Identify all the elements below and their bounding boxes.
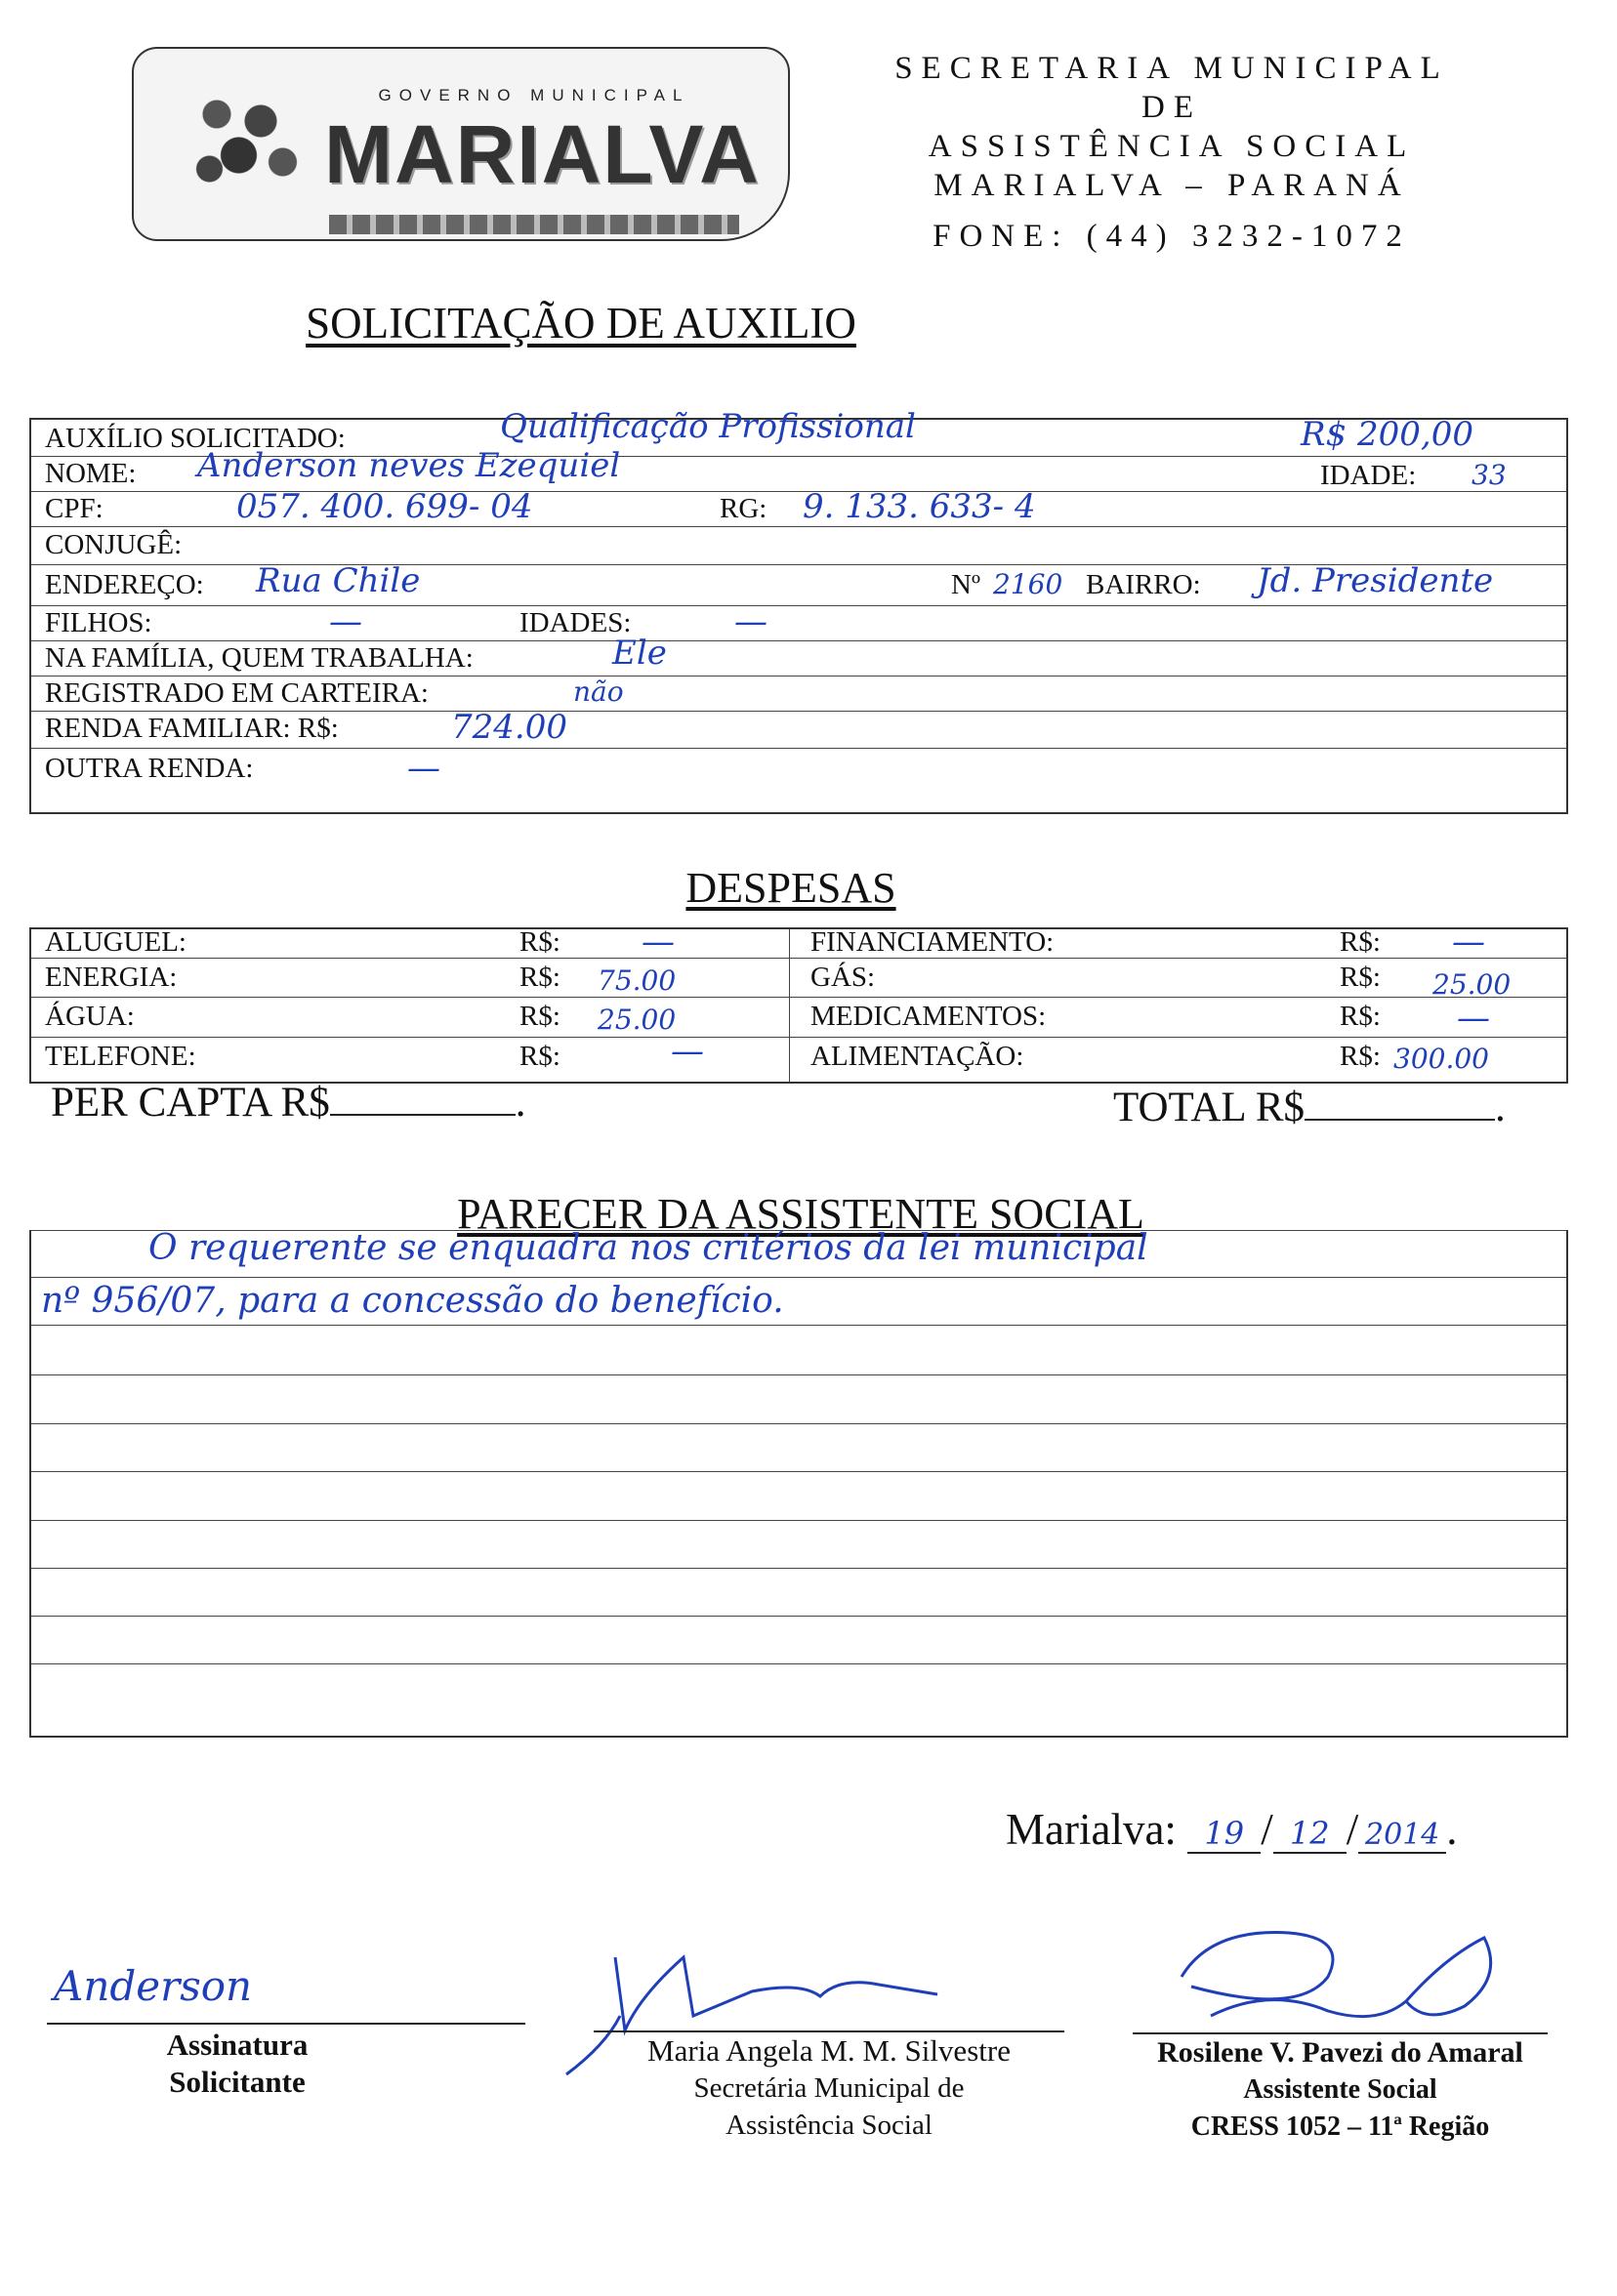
row-divider xyxy=(31,748,1566,749)
agua-label: ÁGUA: xyxy=(45,1001,135,1032)
applicant-sig-line-2: Solicitante xyxy=(169,2065,306,2099)
total-label: TOTAL R$ xyxy=(1113,1085,1306,1130)
bairro-value: Jd. Presidente xyxy=(1257,561,1494,600)
logo-gov-text: GOVERNO MUNICIPAL xyxy=(378,86,690,104)
parecer-line xyxy=(31,1423,1566,1424)
per-capta-label: PER CAPTA R$ xyxy=(51,1080,330,1126)
cpf-value: 057. 400. 699- 04 xyxy=(236,487,533,526)
energia-value: 75.00 xyxy=(598,964,677,997)
parecer-title: PARECER DA ASSISTENTE SOCIAL xyxy=(457,1190,1144,1238)
agua-value: 25.00 xyxy=(598,1004,677,1036)
expenses-table xyxy=(29,922,1568,1084)
currency-label: R$: xyxy=(519,962,560,993)
carteira-label: REGISTRADO EM CARTEIRA: xyxy=(45,677,429,709)
secretary-dept: Assistência Social xyxy=(726,2110,933,2141)
despesas-title: DESPESAS xyxy=(685,864,896,912)
total: TOTAL R$ . xyxy=(1113,1085,1506,1130)
carteira-value: não xyxy=(573,676,624,708)
renda-label: RENDA FAMILIAR: R$: xyxy=(45,713,339,744)
secretary-signature-block xyxy=(594,2032,1064,2144)
financiamento-label: FINANCIAMENTO: xyxy=(810,926,1055,958)
secretary-name: Maria Angela M. M. Silvestre xyxy=(647,2033,1011,2068)
filhos-label: FILHOS: xyxy=(45,607,152,638)
endereco-label: ENDEREÇO: xyxy=(45,569,204,600)
date-day: 19 xyxy=(1187,1815,1261,1854)
filhos-value: — xyxy=(329,602,362,641)
cpf-label: CPF: xyxy=(45,493,104,524)
municipal-logo xyxy=(132,47,790,241)
applicant-sig-line-1: Assinatura xyxy=(166,2028,309,2062)
trabalha-value: Ele xyxy=(612,634,667,673)
nome-label: NOME: xyxy=(45,458,137,489)
idade-label: IDADE: xyxy=(1320,460,1417,491)
currency-label: R$: xyxy=(519,1001,560,1032)
outra-renda-label: OUTRA RENDA: xyxy=(45,753,254,784)
expense-row-divider xyxy=(31,1037,1566,1038)
parecer-line xyxy=(31,1520,1566,1521)
grapes-icon xyxy=(173,73,319,210)
logo-band xyxy=(329,215,739,234)
trabalha-label: NA FAMÍLIA, QUEM TRABALHA: xyxy=(45,642,474,674)
parecer-line xyxy=(31,1325,1566,1326)
currency-label: R$: xyxy=(1340,926,1381,958)
auxilio-amount: R$ 200,00 xyxy=(1301,415,1474,454)
currency-label: R$: xyxy=(519,1041,560,1072)
social-worker-cress: CRESS 1052 – 11ª Região xyxy=(1190,2112,1490,2142)
numero-label: Nº xyxy=(951,569,980,600)
secretary-title: Secretária Municipal de xyxy=(693,2072,965,2104)
conjuge-label: CONJUGÊ: xyxy=(45,529,183,560)
alimentacao-label: ALIMENTAÇÃO: xyxy=(810,1041,1024,1072)
endereco-value: Rua Chile xyxy=(256,561,421,600)
idades-value: — xyxy=(734,602,767,641)
parecer-line xyxy=(31,1471,1566,1472)
parecer-line xyxy=(31,1663,1566,1664)
date: Marialva: 19 / 12 / 2014 . xyxy=(1006,1805,1458,1854)
currency-label: R$: xyxy=(1340,962,1381,993)
per-capta-value xyxy=(330,1079,516,1116)
renda-value: 724.00 xyxy=(451,708,567,747)
parecer-line xyxy=(31,1616,1566,1617)
idades-label: IDADES: xyxy=(519,607,632,638)
header-line-3: ASSISTÊNCIA SOCIAL xyxy=(928,129,1416,164)
applicant-signature-block xyxy=(47,2027,428,2101)
outra-renda-value: — xyxy=(407,749,440,788)
header-line-5: FONE: (44) 3232-1072 xyxy=(933,219,1411,254)
nome-value: Anderson neves Ezequiel xyxy=(197,446,621,485)
alimentacao-value: 300.00 xyxy=(1393,1043,1489,1075)
date-year: 2014 xyxy=(1358,1818,1446,1854)
parecer-box xyxy=(29,1230,1568,1738)
header-line-4: MARIALVA – PARANÁ xyxy=(933,168,1410,203)
rg-label: RG: xyxy=(720,493,767,524)
row-divider xyxy=(31,605,1566,606)
gas-label: GÁS: xyxy=(810,962,876,993)
telefone-value: — xyxy=(671,1032,704,1071)
per-capta: PER CAPTA R$ . xyxy=(51,1080,526,1126)
total-value xyxy=(1305,1084,1495,1121)
parecer-line xyxy=(31,1277,1566,1278)
social-worker-signature xyxy=(1152,1918,1543,2045)
aluguel-value: — xyxy=(642,922,675,962)
energia-label: ENERGIA: xyxy=(45,962,178,993)
page-title: SOLICITAÇÃO DE AUXILIO xyxy=(306,299,856,348)
rg-value: 9. 133. 633- 4 xyxy=(803,487,1036,526)
applicant-handwritten-signature: Anderson xyxy=(54,1962,253,2010)
expense-row-divider xyxy=(31,958,1566,959)
auxilio-label: AUXÍLIO SOLICITADO: xyxy=(45,423,346,454)
social-worker-signature-block xyxy=(1113,2034,1567,2146)
social-worker-title: Assistente Social xyxy=(1243,2074,1437,2105)
financiamento-value: — xyxy=(1452,922,1485,962)
signature-line xyxy=(47,2023,525,2025)
header-line-2: DE xyxy=(1141,90,1202,125)
aluguel-label: ALUGUEL: xyxy=(45,926,187,958)
gas-value: 25.00 xyxy=(1432,968,1512,1001)
parecer-text-line-1: O requerente se enquadra nos critérios da lei municipal xyxy=(148,1228,1148,1268)
currency-label: R$: xyxy=(1340,1001,1381,1032)
parecer-text-line-2: nº 956/07, para a concessão do benefício. xyxy=(41,1281,784,1321)
logo-name-text: MARIALVA xyxy=(324,108,761,200)
parecer-line xyxy=(31,1568,1566,1569)
numero-value: 2160 xyxy=(993,568,1063,600)
bairro-label: BAIRRO: xyxy=(1086,569,1201,600)
request-form xyxy=(29,407,1568,814)
medicamentos-label: MEDICAMENTOS: xyxy=(810,1001,1047,1032)
date-label: Marialva: xyxy=(1006,1805,1177,1854)
parecer-line xyxy=(31,1374,1566,1375)
header-text xyxy=(810,49,1533,256)
date-month: 12 xyxy=(1273,1815,1347,1854)
row-divider xyxy=(31,526,1566,527)
expense-col-divider xyxy=(789,929,790,1082)
expense-row-divider xyxy=(31,997,1566,998)
medicamentos-value: — xyxy=(1457,999,1490,1038)
idade-value: 33 xyxy=(1472,459,1507,491)
social-worker-name: Rosilene V. Pavezi do Amaral xyxy=(1157,2036,1523,2069)
header-line-1: SECRETARIA MUNICIPAL xyxy=(894,51,1449,86)
telefone-label: TELEFONE: xyxy=(45,1041,196,1072)
currency-label: R$: xyxy=(1340,1041,1381,1072)
currency-label: R$: xyxy=(519,926,560,958)
auxilio-value: Qualificação Profissional xyxy=(500,407,916,446)
